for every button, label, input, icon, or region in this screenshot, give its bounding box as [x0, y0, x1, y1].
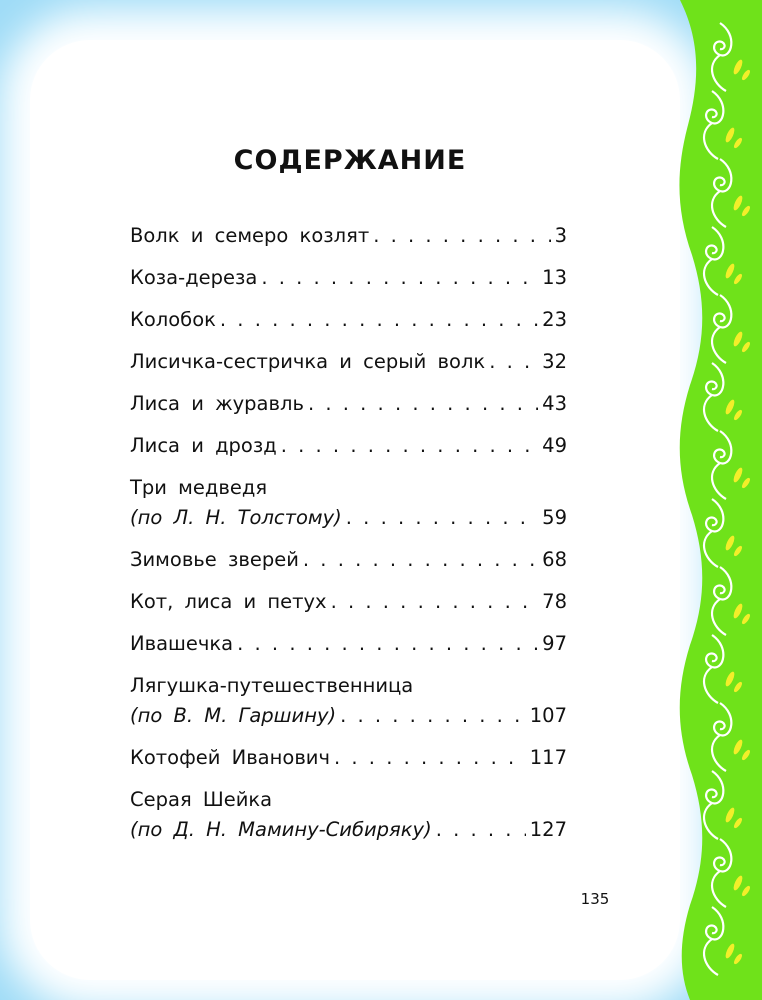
toc-entry	[130, 388, 567, 430]
toc-entry-title: Колобок	[130, 308, 216, 331]
toc-entry	[130, 430, 567, 472]
dot-leader	[308, 388, 538, 420]
dot-leader	[220, 304, 538, 336]
toc-entry-title: Кот, лиса и петух	[130, 590, 327, 613]
toc-entry-title: Волк и семеро козлят	[130, 224, 370, 247]
toc-entry-title: Лягушка-путешественница	[130, 674, 414, 697]
toc-entry-page: 97	[542, 632, 567, 655]
dot-leader	[436, 814, 526, 846]
toc-entry-page: 117	[529, 746, 567, 769]
toc-entry-subtitle: (по В. М. Гаршину)	[130, 704, 337, 727]
toc-entry	[130, 472, 567, 544]
dot-leader	[334, 742, 526, 774]
toc-entry	[130, 742, 567, 784]
toc-entry-title: Серая Шейка	[130, 788, 273, 811]
toc-entry-subtitle: (по Д. Н. Мамину-Сибиряку)	[130, 818, 432, 841]
toc-entry	[130, 304, 567, 346]
toc-entry-page: 32	[542, 350, 567, 373]
dot-leader	[303, 544, 538, 576]
toc-entry-page: 68	[542, 548, 567, 571]
page-title: СОДЕРЖАНИЕ	[233, 145, 467, 176]
dot-leader	[331, 586, 539, 618]
dot-leader	[237, 628, 538, 660]
page-number: 135	[580, 890, 610, 908]
toc-entry-page: 3	[554, 224, 567, 247]
toc-entry	[130, 220, 567, 262]
toc-entry-page: 43	[542, 392, 567, 415]
toc-entry-subtitle: (по Л. Н. Толстому)	[130, 506, 342, 529]
toc-entry	[130, 784, 567, 856]
toc-entry-page: 59	[542, 506, 567, 529]
toc-entry	[130, 262, 567, 304]
dot-leader	[373, 220, 550, 252]
toc-entry	[130, 628, 567, 670]
toc-entry-page: 13	[542, 266, 567, 289]
toc-entry-title: Коза-дереза	[130, 266, 258, 289]
toc-entry-title: Три медведя	[130, 476, 268, 499]
toc-entry	[130, 346, 567, 388]
toc-entry-title: Лиса и дрозд	[130, 434, 277, 457]
dot-leader	[281, 430, 538, 462]
dot-leader	[261, 262, 538, 294]
dot-leader	[489, 346, 538, 378]
toc-entry	[130, 544, 567, 586]
toc-entry-page: 127	[529, 818, 567, 841]
toc-entry-page: 78	[542, 590, 567, 613]
toc-entry-title: Ивашечка	[130, 632, 234, 655]
toc-entry-page: 49	[542, 434, 567, 457]
toc-entry	[130, 586, 567, 628]
toc-entry-page: 107	[529, 704, 567, 727]
toc-entry	[130, 670, 567, 742]
toc-entry-title: Лиса и журавль	[130, 392, 304, 415]
toc-entry-page: 23	[542, 308, 567, 331]
dot-leader	[346, 502, 538, 534]
toc-entry-title: Лисичка-сестричка и серый волк	[130, 350, 486, 373]
table-of-contents	[130, 220, 567, 856]
toc-entry-title: Котофей Иванович	[130, 746, 330, 769]
toc-entry-title: Зимовье зверей	[130, 548, 299, 571]
dot-leader	[340, 700, 526, 732]
